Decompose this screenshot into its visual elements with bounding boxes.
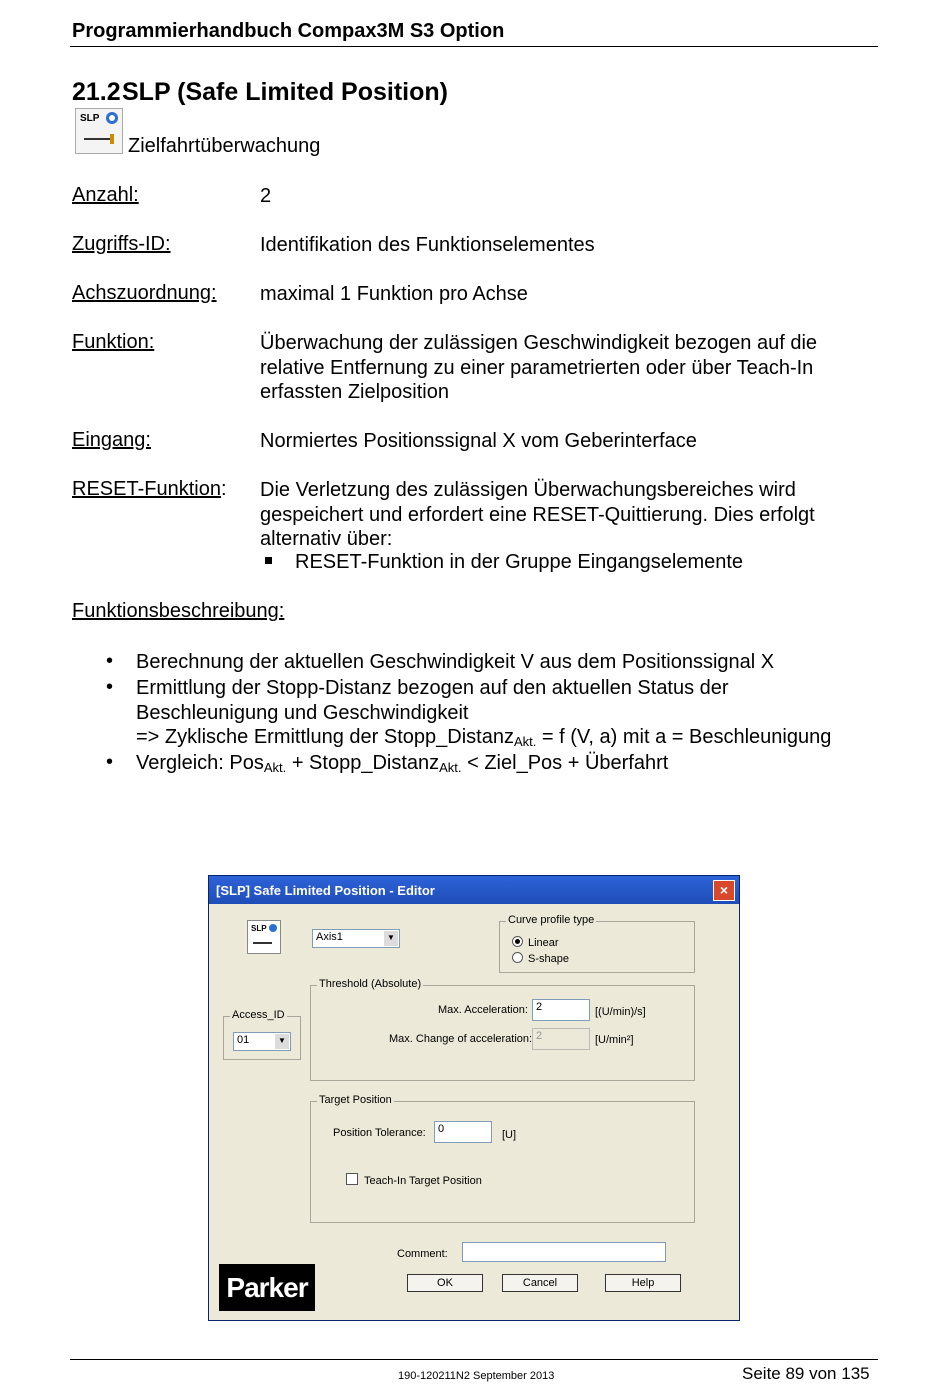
bullet-dot-icon: • bbox=[106, 676, 114, 698]
slp-small-icon bbox=[247, 920, 281, 954]
max-acc-label: Max. Acceleration: bbox=[438, 1004, 528, 1016]
formula-vergleich: Vergleich: Pos$_{Akt.}$ + Stopp_Distanz$_{Akt.}$ < Ziel_Pos + Überfahrt bbox=[136, 752, 669, 775]
description-bullet: Ermittlung der Stopp-Distanz bezogen auf den aktuellen Status der bbox=[136, 677, 729, 699]
slp-icon-label: SLP bbox=[80, 113, 100, 124]
field-label-zugriffs-id: Zugriffs-ID: bbox=[72, 233, 171, 255]
comment-label: Comment: bbox=[397, 1248, 448, 1260]
comment-input[interactable] bbox=[462, 1242, 666, 1262]
formula-stopp-distanz: => Zyklische Ermittlung der Stopp_Distanz$_{Akt.}$ = f (V, a) mit a = Beschleunigung bbox=[136, 726, 832, 749]
help-button[interactable]: Help bbox=[605, 1274, 681, 1292]
square-bullet-icon bbox=[265, 557, 272, 564]
section-subtitle: Zielfahrtüberwachung bbox=[128, 135, 321, 157]
footer-page: Seite 89 von 135 bbox=[742, 1364, 870, 1383]
radio-linear[interactable]: Linear bbox=[512, 936, 559, 949]
max-acc-unit: [(U/min)/s] bbox=[595, 1006, 646, 1018]
description-bullet: Berechnung der aktuellen Geschwindigkeit V aus dem Positionssignal X bbox=[136, 651, 775, 673]
radio-s-shape[interactable]: S-shape bbox=[512, 952, 569, 965]
tolerance-unit: [U] bbox=[502, 1129, 517, 1141]
teach-in-checkbox[interactable]: Teach-In Target Position bbox=[346, 1173, 482, 1187]
reset-line: alternativ über: bbox=[260, 528, 393, 550]
description-label: Funktionsbeschreibung: bbox=[72, 600, 285, 622]
max-change-input[interactable]: 2 bbox=[532, 1028, 590, 1050]
target-position-group bbox=[310, 1094, 695, 1223]
slp-icon bbox=[75, 108, 123, 154]
reset-line: Die Verletzung des zulässigen Überwachungsbereiches wird bbox=[260, 479, 796, 501]
curve-profile-group bbox=[499, 914, 695, 973]
target-position-label: Target Position bbox=[319, 1094, 392, 1106]
max-change-unit: [U/min²] bbox=[595, 1034, 634, 1046]
funktion-line: erfassten Zielposition bbox=[260, 381, 449, 403]
curve-profile-label: Curve profile type bbox=[508, 914, 595, 926]
dialog-title: [SLP] Safe Limited Position - Editor bbox=[216, 883, 435, 898]
field-label-funktion: Funktion: bbox=[72, 331, 155, 353]
section-heading bbox=[72, 78, 448, 107]
field-value-achszuordnung: maximal 1 Funktion pro Achse bbox=[260, 283, 528, 305]
field-label-anzahl: Anzahl: bbox=[72, 184, 139, 206]
funktion-line: relative Entfernung zu einer parametrierten oder über Teach-In bbox=[260, 356, 814, 379]
footer-doc-id: 190-120211N2 September 2013 bbox=[398, 1370, 555, 1382]
max-acc-input[interactable]: 2 bbox=[532, 999, 590, 1021]
bullet-dot-icon: • bbox=[106, 650, 114, 672]
cancel-button[interactable]: Cancel bbox=[502, 1274, 578, 1292]
access-id-label: Access_ID bbox=[232, 1009, 285, 1021]
parker-logo: Parker bbox=[219, 1264, 315, 1311]
section-number: 21.2 bbox=[72, 78, 121, 106]
field-label-achszuordnung: Achszuordnung: bbox=[72, 282, 217, 304]
field-value-reset bbox=[260, 478, 875, 552]
field-label-eingang: Eingang: bbox=[72, 429, 151, 451]
field-value-eingang: Normiertes Positionssignal X vom Geberinterface bbox=[260, 430, 697, 452]
chevron-down-icon: ▼ bbox=[384, 931, 398, 946]
ok-button[interactable]: OK bbox=[407, 1274, 483, 1292]
footer-rule bbox=[70, 1359, 878, 1360]
tolerance-label: Position Tolerance: bbox=[333, 1127, 426, 1139]
max-change-label: Max. Change of acceleration: bbox=[389, 1033, 533, 1045]
threshold-group bbox=[310, 978, 695, 1081]
axis-select[interactable]: Axis1 ▼ bbox=[312, 929, 400, 948]
section-title: SLP (Safe Limited Position) bbox=[122, 78, 448, 106]
tolerance-input[interactable]: 0 bbox=[434, 1121, 492, 1143]
field-value-anzahl: 2 bbox=[260, 185, 272, 207]
field-value-zugriffs-id: Identifikation des Funktionselementes bbox=[260, 234, 595, 256]
chevron-down-icon: ▼ bbox=[275, 1034, 289, 1049]
bullet-dot-icon: • bbox=[106, 751, 114, 773]
reset-sub-bullet: RESET-Funktion in der Gruppe Eingangselemente bbox=[295, 551, 744, 573]
access-id-select[interactable]: 01 ▼ bbox=[233, 1032, 291, 1051]
reset-line: gespeichert und erfordert eine RESET-Quittierung. Dies erfolgt bbox=[260, 503, 815, 526]
access-id-group bbox=[223, 1009, 301, 1060]
field-value-funktion bbox=[260, 331, 875, 405]
dialog-titlebar bbox=[209, 876, 739, 904]
slp-small-icon-label: SLP bbox=[251, 924, 267, 933]
header-title: Programmierhandbuch Compax3M S3 Option bbox=[72, 20, 505, 42]
description-bullet-cont: Beschleunigung und Geschwindigkeit bbox=[136, 702, 469, 724]
close-icon[interactable]: × bbox=[713, 880, 735, 901]
header-rule bbox=[70, 46, 878, 47]
field-label-reset: RESET-Funktion: bbox=[72, 478, 227, 500]
funktion-line: Überwachung der zulässigen Geschwindigkeit bezogen auf die bbox=[260, 332, 818, 354]
slp-editor-dialog bbox=[208, 875, 740, 1321]
threshold-label: Threshold (Absolute) bbox=[319, 978, 422, 990]
